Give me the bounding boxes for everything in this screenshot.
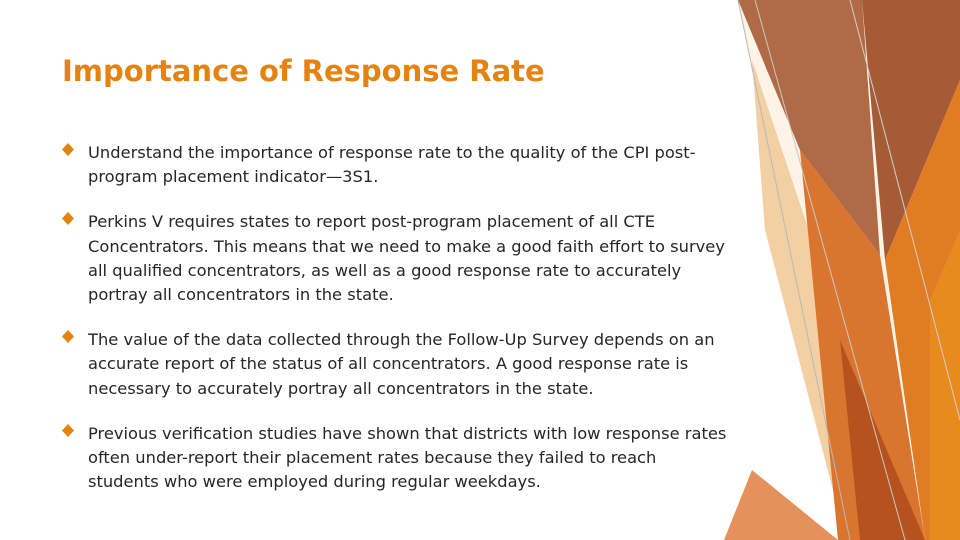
bullet-text: Perkins V requires states to report post-program placement of all CTE Concentrators. This means that we need to make a good faith effort to survey all qualified concentrators, as well as a good response rate to accurately portray all concentrators in the state. xyxy=(88,212,725,305)
diamond-icon xyxy=(62,330,88,343)
bullet-item xyxy=(62,141,732,189)
slide-title: Importance of Response Rate xyxy=(62,54,545,88)
bullet-list xyxy=(62,141,732,515)
bullet-text: Previous verification studies have shown that districts with low response rates often under-report their placement rates because they failed to reach students who were employed during regular weekdays. xyxy=(88,423,727,492)
bullet-text: The value of the data collected through the Follow-Up Survey depends on an accurate report of the status of all concentrators. A good response rate is necessary to accurately portray all concentrators in the state. xyxy=(88,330,715,398)
diamond-icon xyxy=(62,143,88,156)
light-orange-lower-shape xyxy=(724,470,838,540)
bullet-text: Understand the importance of response rate to the quality of the CPI post-program placement indicator—3S1. xyxy=(88,143,696,187)
bullet-item xyxy=(62,422,732,495)
diamond-icon xyxy=(62,212,88,225)
diamond-icon xyxy=(62,424,88,437)
bullet-item xyxy=(62,328,732,401)
bullet-item xyxy=(62,210,732,307)
